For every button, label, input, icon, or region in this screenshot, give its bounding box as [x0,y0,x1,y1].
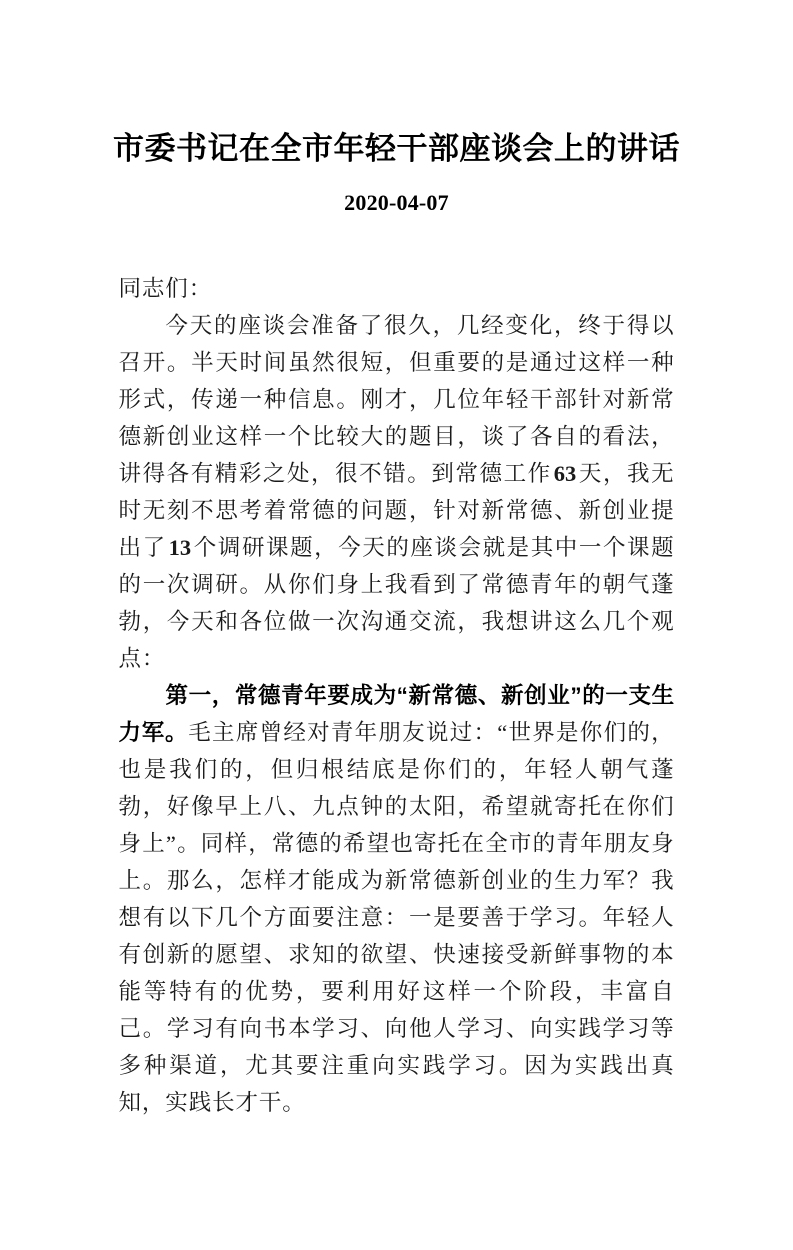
document-date: 2020-04-07 [344,190,449,215]
text-run: 今天的座谈会准备了很久，几经变化，终于得以召开。半天时间虽然很短，但重要的是通过这样一种形式，传递一种信息。刚才，几位年轻干部针对新常德新创业这样一个比较大的题目，谈了各自的看法，讲得各有精彩之处，很不错。到常德工作 [118,313,675,486]
text-run: 天，我无时无刻不思考着常德的问题，针对新常德、新创业提出了 [118,461,675,560]
text-run: 个调研课题，今天的座谈会就是其中一个课题的一次调研。从你们身上我看到了常德青年的朝气蓬勃，今天和各位做一次沟通交流，我想讲这么几个观点： [118,535,675,671]
salutation: 同志们： [118,276,213,301]
document-body [119,218,675,1121]
title-block [0,128,793,218]
numeric-run: 13 [168,535,192,560]
paragraph-point-one [119,677,675,1121]
page-title: 市委书记在全市年轻干部座谈会上的讲话 [113,131,680,166]
numeric-run: 63 [553,461,577,486]
emphasis-run: 第一，常德青年要成为“新常德、新创业”的一支生力军。 [118,683,675,745]
text-run: 毛主席曾经对青年朋友说过：“世界是你们的，也是我们的，但归根结底是你们的，年轻人朝气蓬勃，好像早上八、九点钟的太阳，希望就寄托在你们身上”。同样，常德的希望也寄托在全市的青年朋友身上。那么，怎样才能成为新常德新创业的生力军？我想有以下几个方面要注意：一是要善于学习。年轻人有创新的愿望、求知的欲望、快速接受新鲜事物的本能等特有的优势，要利用好这样一个阶段，丰富自己。学习有向书本学习、向他人学习、向实践学习等多种渠道，尤其要注重向实践学习。因为实践出真知，实践长才干。 [118,720,675,1115]
paragraph-intro [119,307,675,677]
document-page [0,128,793,1250]
